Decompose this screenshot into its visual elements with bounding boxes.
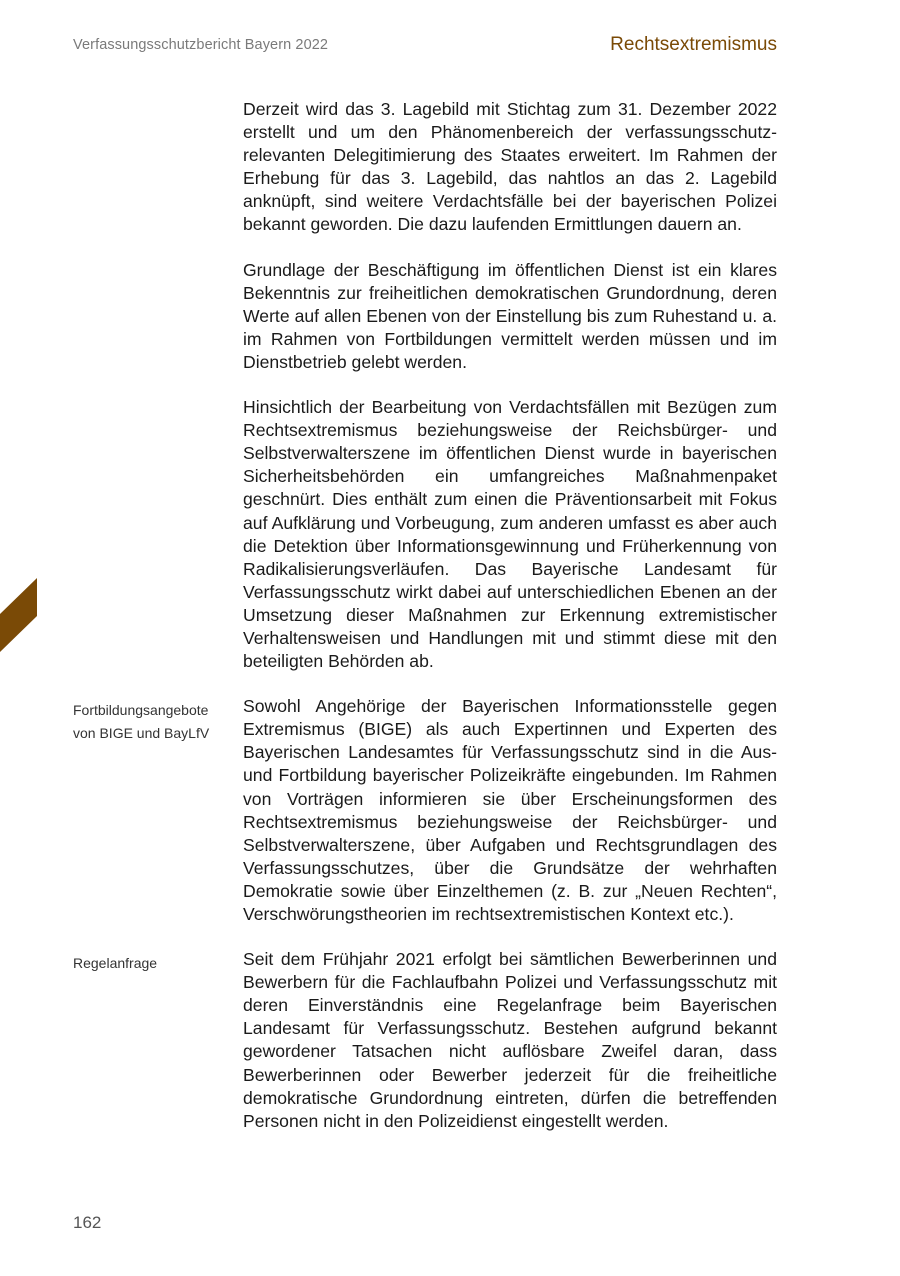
margin-note-fortbildung: Fortbildungsangebote von BIGE und BayLfV — [73, 702, 210, 742]
section-regelanfrage — [73, 948, 777, 1133]
paragraph-regelanfrage: Seit dem Frühjahr 2021 erfolgt bei sämtlichen Bewerberinnen und Bewerbern für die Fachlaufbahn Polizei und Verfassungsschutz mit deren Einverständnis eine Regelanfrage beim Bayerischen Landesamt für Verfassungsschutz. Bestehen aufgrund bekannt gewordener Tatsachen nicht auflösbare Zweifel daran, dass Bewerberinnen oder Bewerber jederzeit für die freiheitliche demokratische Grundordnung eintreten, dürfen die betreffenden Personen nicht in den Polizeidienst eingestellt werden. — [243, 949, 777, 1131]
margin-note-regelanfrage: Regelanfrage — [73, 955, 158, 972]
running-header-publication: Verfassungsschutzbericht Bayern 2022 — [73, 37, 329, 53]
section-fortbildung — [73, 695, 777, 926]
chapter-marker-tab — [0, 578, 37, 652]
paragraph-verdachtsfaelle: Hinsichtlich der Bearbeitung von Verdachtsfällen mit Bezügen zum Rechtsextremismus beziehungsweise der Reichsbürger- und Selbstverwalterszene im öffentlichen Dienst wurde in bayerischen Sicherheitsbehörden ein umfangreiches Maßnahmenpaket geschnürt. Dies enthält zum einen die Präventionsarbeit mit Fokus auf Aufklärung und Vorbeugung, zum anderen umfasst es aber auch die Detektion über Informationsgewinnung und Früherkennung von Radikalisierungsverläufen. Das Bayerische Landesamt für Verfassungsschutz wirkt dabei auf unterschiedlichen Ebenen an der Umsetzung dieser Maßnahmen zur Erkennung extremistischer Verhaltensweisen und Handlungen mit und stimmt diese mit den beteiligten Behörden ab. — [243, 397, 777, 672]
running-header-chapter: Rechtsextremismus — [610, 34, 777, 55]
body-text — [73, 98, 777, 1155]
paragraph-grundlage: Grundlage der Beschäftigung im öffentlichen Dienst ist ein klares Bekenntnis zur freiheitlichen demokratischen Grundordnung, deren Werte auf allen Ebenen von der Einstellung bis zum Ruhestand u. a. im Rahmen von Fortbildungen vermittelt werden müssen und im Dienstbetrieb gelebt werden. — [243, 259, 777, 372]
paragraph-fortbildung: Sowohl Angehörige der Bayerischen Informationsstelle gegen Extremismus (BIGE) als auch Expertinnen und Experten des Bayerischen Landesamtes für Verfassungsschutz sind in die Aus- und Fortbildung bayerischer Polizeikräfte eingebunden. Im Rahmen von Vorträgen informieren sie über Erscheinungsformen des Rechtsextremismus beziehungsweise der Reichsbürger- und Selbstverwalterszene, über Aufgaben und Rechtsgrundlagen des Verfassungsschutzes, über die Grundsätze der wehrhaften Demokratie sowie über Einzelthemen (z. B. zur „Neuen Rechten“, Verschwörungstheorien im rechtsextremistischen Kontext etc.). — [243, 696, 777, 924]
page-number: 162 — [73, 1213, 102, 1232]
paragraph-lagebild: Derzeit wird das 3. Lagebild mit Stichtag zum 31. Dezember 2022 erstellt und um den Phänomenbereich der verfassungsschutzrelevanten Delegitimierung des Staates erweitert. Im Rahmen der Erhebung für das 3. Lagebild, das nahtlos an das 2. Lagebild anknüpft, sind weitere Verdachtsfälle bei der bayerischen Polizei bekannt geworden. Die dazu laufenden Ermittlungen dauern an. — [243, 99, 777, 235]
